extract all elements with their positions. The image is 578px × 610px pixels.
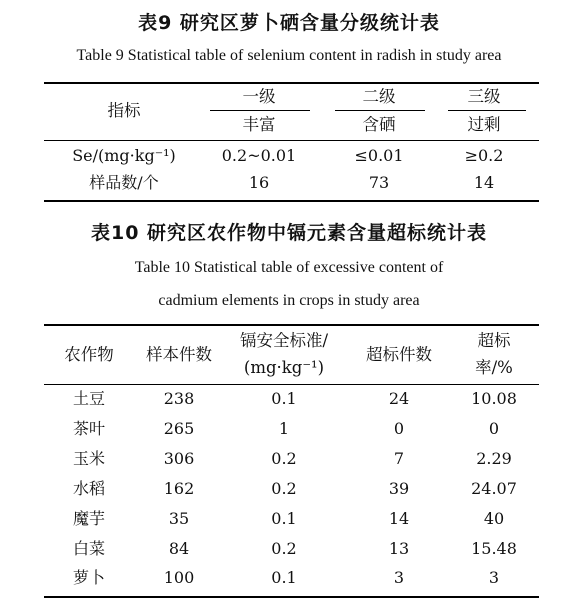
table9-level-3: 过剩 — [467, 115, 501, 134]
table10-title-en-line1: Table 10 Statistical table of excessive content of — [134, 259, 444, 276]
table10-cell-samples: 100 — [163, 568, 195, 587]
table9-bottom-rule — [44, 200, 539, 202]
table10-cell-crop: 玉米 — [72, 449, 105, 468]
table9-row-count-value: 73 — [368, 173, 390, 192]
table10-cell-samples: 238 — [163, 389, 195, 408]
table10-cell-exceed: 14 — [388, 509, 410, 528]
table9-subrule-2 — [335, 110, 425, 111]
table10-cell-samples: 306 — [163, 449, 195, 468]
table10-cell-rate: 0 — [488, 419, 500, 438]
table10-title-en-line2: cadmium elements in crops in study area — [158, 292, 420, 309]
table9-top-rule — [44, 82, 539, 84]
table10-col-rate: 超标 — [477, 331, 511, 350]
table9-header-indicator: 指标 — [107, 101, 141, 120]
table10-cell-crop: 魔芋 — [72, 509, 105, 528]
table10-cell-standard: 0.2 — [271, 479, 297, 498]
table10-cell-crop: 白菜 — [72, 539, 105, 558]
table10-title-cn: 表10 研究区农作物中镉元素含量超标统计表 — [90, 222, 488, 244]
table10-col-standard-unit: (mg·kg⁻¹) — [243, 358, 325, 377]
table10-cell-crop: 茶叶 — [72, 419, 105, 438]
table10-cell-standard: 0.1 — [271, 389, 297, 408]
table10-cell-standard: 0.1 — [271, 509, 297, 528]
table10-cell-standard: 0.2 — [271, 449, 297, 468]
table10-cell-rate: 40 — [483, 509, 505, 528]
table10-col-standard: 镉安全标准/ — [239, 331, 329, 350]
table10-cell-exceed: 24 — [388, 389, 410, 408]
table10-cell-rate: 10.08 — [471, 389, 517, 408]
table9-row-se-value: ≥0.2 — [464, 146, 504, 165]
table10-cell-samples: 162 — [163, 479, 195, 498]
table9-header-rule — [44, 140, 539, 141]
table10-cell-exceed: 3 — [393, 568, 405, 587]
table10-col-crop: 农作物 — [64, 345, 114, 364]
table10-col-exceed: 超标件数 — [366, 345, 432, 364]
table10-cell-standard: 0.1 — [271, 568, 297, 587]
table9-row-se-value: ≤0.01 — [354, 146, 404, 165]
table9-row-count-value: 14 — [473, 173, 495, 192]
table10-header-rule — [44, 384, 539, 385]
table10-cell-standard: 0.2 — [271, 539, 297, 558]
table10-cell-rate: 24.07 — [471, 479, 517, 498]
table9-grade-1: 一级 — [242, 87, 276, 106]
table10-cell-rate: 2.29 — [476, 449, 512, 468]
table9-row-se-value: 0.2~0.01 — [221, 146, 297, 165]
table9-row-se-label: Se/(mg·kg⁻¹) — [72, 146, 176, 165]
table10-cell-exceed: 39 — [388, 479, 410, 498]
table10-cell-samples: 35 — [168, 509, 190, 528]
table10-bottom-rule — [44, 596, 539, 598]
table10-cell-exceed: 7 — [393, 449, 405, 468]
table10-cell-crop: 萝卜 — [72, 568, 105, 587]
table10-cell-rate: 3 — [488, 568, 500, 587]
table10-top-rule — [44, 324, 539, 326]
table10-cell-samples: 265 — [163, 419, 195, 438]
table9-level-2: 含硒 — [362, 115, 396, 134]
table10-col-samples: 样本件数 — [146, 345, 212, 364]
table10-cell-crop: 水稻 — [72, 479, 105, 498]
table10-cell-samples: 84 — [168, 539, 190, 558]
table10-cell-rate: 15.48 — [471, 539, 517, 558]
table9-grade-3: 三级 — [467, 87, 501, 106]
table9-grade-2: 二级 — [362, 87, 396, 106]
table10-cell-standard: 1 — [278, 419, 290, 438]
table9-row-count-label: 样品数/个 — [89, 173, 159, 192]
table10-cell-crop: 土豆 — [72, 389, 105, 408]
table9-subrule-3 — [448, 110, 526, 111]
table9-row-count-value: 16 — [248, 173, 270, 192]
table10-cell-exceed: 0 — [393, 419, 405, 438]
table10-cell-exceed: 13 — [388, 539, 410, 558]
table9-subrule-1 — [210, 110, 310, 111]
table9-level-1: 丰富 — [242, 115, 276, 134]
table9-title-cn: 表9 研究区萝卜硒含量分级统计表 — [138, 12, 440, 34]
table9-title-en: Table 9 Statistical table of selenium content in radish in study area — [76, 47, 502, 64]
table10-col-rate-unit: 率/% — [475, 358, 513, 377]
